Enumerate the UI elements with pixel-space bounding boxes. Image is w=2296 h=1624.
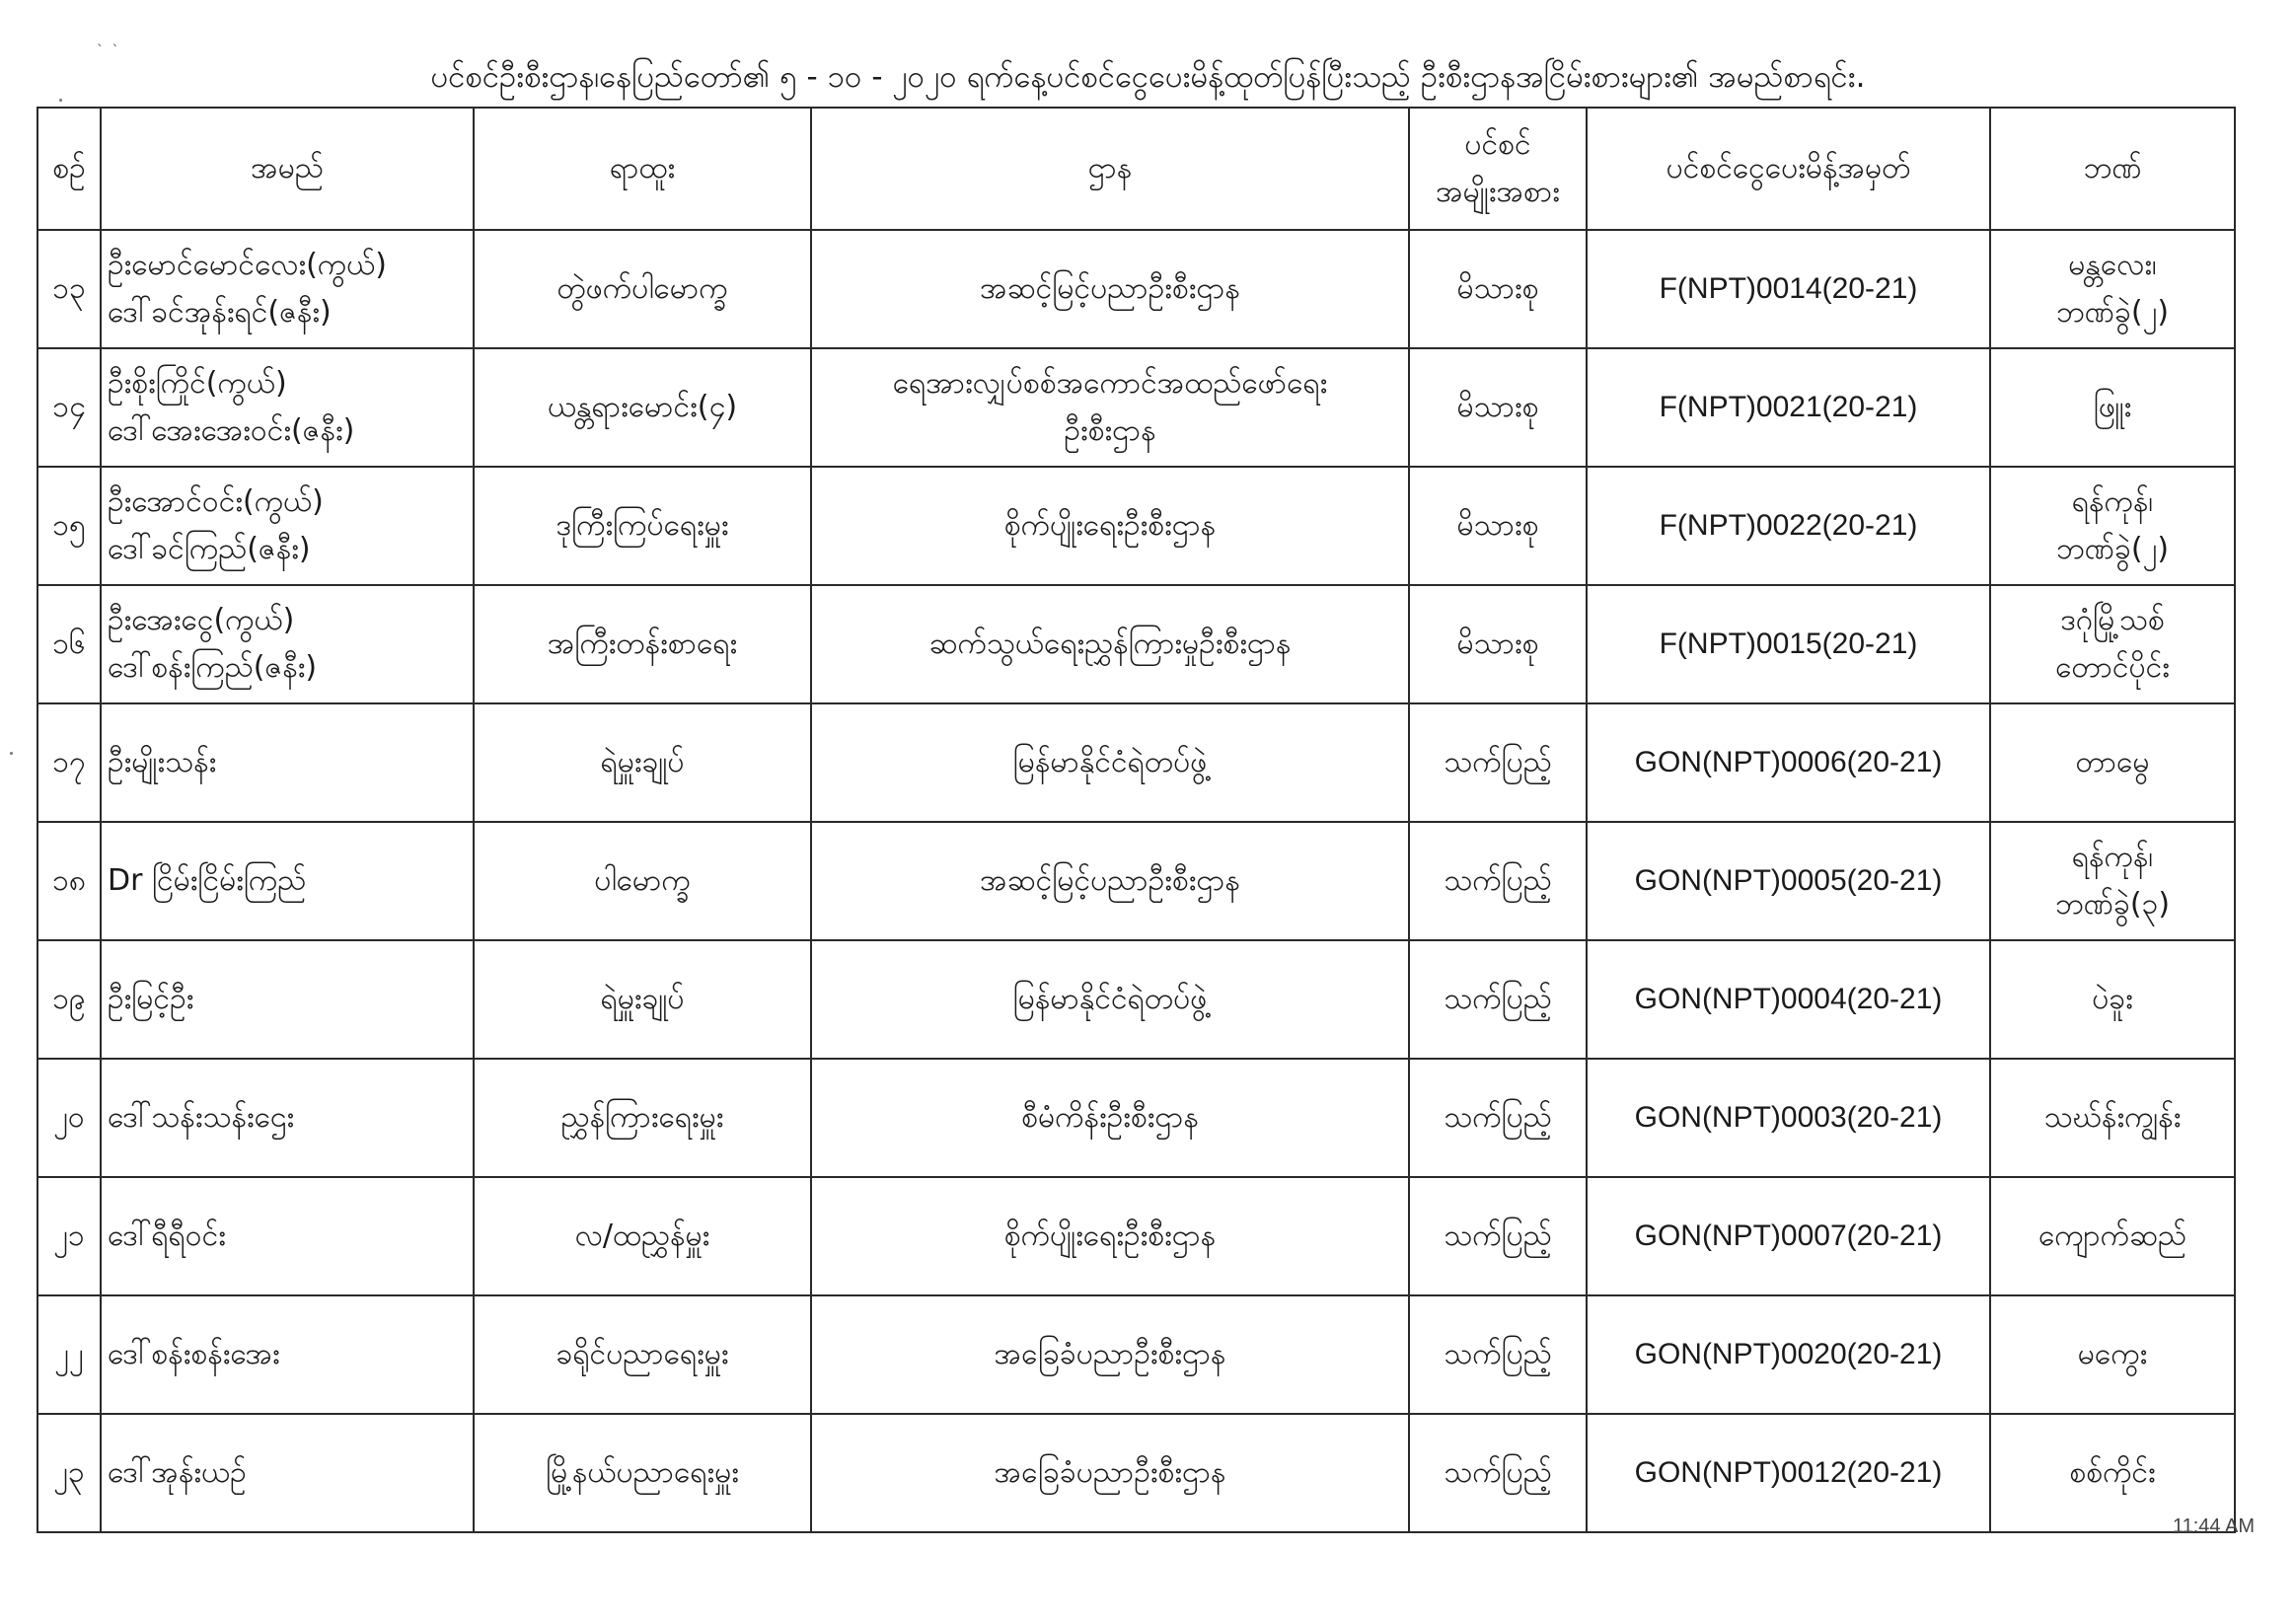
bank-cell-line: စစ်ကိုင်း (2069, 1455, 2156, 1490)
name-cell (101, 1059, 474, 1177)
bank-cell (1990, 348, 2235, 467)
name-cell-line: ဒေါ်ခင်ကြည်(ဇနီး) (108, 532, 311, 566)
department-cell (811, 1059, 1409, 1177)
header-name: အမည် (101, 108, 474, 230)
name-cell (101, 822, 474, 940)
pension-type-cell: သက်ပြည့် (1409, 822, 1587, 940)
table-row (37, 467, 2235, 585)
bank-cell-line: မကွေး (2077, 1337, 2148, 1371)
name-cell (101, 348, 474, 467)
rank-cell: အကြီးတန်းစာရေး (474, 585, 811, 703)
name-cell-line: ဒေါ်ခင်အုန်းရင်(ဇနီး) (108, 295, 332, 330)
pension-order-no-cell: GON(NPT)0012(20-21) (1587, 1414, 1990, 1532)
header-serial-no: စဉ် (37, 108, 101, 230)
department-cell-line: ရေအားလျှပ်စစ်အကောင်အထည်ဖော်ရေး (892, 366, 1328, 401)
pension-order-no-cell: GON(NPT)0007(20-21) (1587, 1177, 1990, 1295)
department-cell-line: အဆင့်မြင့်ပညာဦးစီးဌာန (980, 271, 1240, 306)
department-cell-line: စိုက်ပျိုးရေးဦးစီးဌာန (1003, 508, 1217, 543)
department-cell-line: ဦးစီးဌာန (1064, 413, 1156, 448)
name-cell (101, 703, 474, 822)
header-bank: ဘဏ် (1990, 108, 2235, 230)
department-cell (811, 467, 1409, 585)
bank-cell-line: ဒဂုံမြို့သစ် (2060, 603, 2165, 637)
serial-no-cell: ၂၀ (37, 1059, 101, 1177)
bank-cell (1990, 1414, 2235, 1532)
rank-cell: ညွှန်ကြားရေးမှူး (474, 1059, 811, 1177)
header-rank: ရာထူး (474, 108, 811, 230)
document-title: ပင်စင်ဦးစီးဌာန၊နေပြည်တော်၏ ၅ - ၁၀ - ၂၀၂၀ ရက်နေ့ပင်စင်ငွေပေးမိန့်ထုတ်ပြန်ပြီးသည့် ဦးစီးဌာနအငြိမ်းစားများ၏ အမည်စာရင်း. (430, 59, 1866, 95)
rank-cell: မြို့နယ်ပညာရေးမှူး (474, 1414, 811, 1532)
department-cell-line: စီမံကိန်းဦးစီးဌာန (1021, 1100, 1199, 1135)
bank-cell (1990, 1059, 2235, 1177)
rank-cell: ပါမောက္ခ (474, 822, 811, 940)
bank-cell-line: ဘဏ်ခွဲ(၃) (2054, 887, 2171, 922)
serial-no-cell: ၁၄ (37, 348, 101, 467)
rank-cell: ယန္တရားမောင်း(၄) (474, 348, 811, 467)
serial-no-cell: ၁၇ (37, 703, 101, 822)
table-header-row (37, 108, 2235, 230)
name-cell-line: ဦးမောင်မောင်လေး(ကွယ်) (108, 248, 387, 282)
rank-cell: တွဲဖက်ပါမောက္ခ (474, 230, 811, 348)
bank-cell-line: ဘဏ်ခွဲ(၂) (2055, 295, 2170, 330)
pension-type-cell: သက်ပြည့် (1409, 1414, 1587, 1532)
department-cell (811, 1177, 1409, 1295)
bank-cell (1990, 1295, 2235, 1414)
serial-no-cell: ၂၃ (37, 1414, 101, 1532)
name-cell-line: Dr ငြိမ်းငြိမ်းကြည် (108, 863, 307, 898)
pension-order-no-cell: GON(NPT)0003(20-21) (1587, 1059, 1990, 1177)
name-cell (101, 230, 474, 348)
header-department: ဌာန (811, 108, 1409, 230)
table-row (37, 940, 2235, 1059)
pension-order-no-cell: F(NPT)0014(20-21) (1587, 230, 1990, 348)
serial-no-cell: ၁၉ (37, 940, 101, 1059)
pension-order-no-cell: GON(NPT)0005(20-21) (1587, 822, 1990, 940)
pension-type-cell: မိသားစု (1409, 585, 1587, 703)
bank-cell-line: ဖြူး (2093, 390, 2132, 424)
pension-type-cell: သက်ပြည့် (1409, 1295, 1587, 1414)
bank-cell-line: ပဲခူး (2092, 982, 2133, 1016)
name-cell-line: ဦးမျိုးသန်း (108, 745, 217, 779)
rank-cell: ခရိုင်ပညာရေးမှူး (474, 1295, 811, 1414)
bank-cell (1990, 1177, 2235, 1295)
bank-cell-line: ရန်ကုန်၊ (2071, 484, 2154, 519)
bank-cell (1990, 467, 2235, 585)
serial-no-cell: ၁၈ (37, 822, 101, 940)
serial-no-cell: ၁၅ (37, 467, 101, 585)
name-cell-line: ဒေါ်စန်းကြည်(ဇနီး) (108, 650, 318, 685)
name-cell-line: ဒေါ်သန်းသန်းဌေး (108, 1100, 295, 1135)
name-cell (101, 585, 474, 703)
name-cell (101, 940, 474, 1059)
header-pension-type-line: ပင်စင် (1464, 127, 1531, 162)
pension-type-cell: သက်ပြည့် (1409, 703, 1587, 822)
serial-no-cell: ၂၁ (37, 1177, 101, 1295)
bank-cell (1990, 940, 2235, 1059)
department-cell (811, 822, 1409, 940)
department-cell-line: စိုက်ပျိုးရေးဦးစီးဌာန (1003, 1218, 1217, 1253)
pension-order-no-cell: F(NPT)0015(20-21) (1587, 585, 1990, 703)
department-cell (811, 1414, 1409, 1532)
pension-type-cell: သက်ပြည့် (1409, 940, 1587, 1059)
pension-roster-table (37, 107, 2236, 1533)
bank-cell-line: တာမွေ (2075, 745, 2150, 779)
pension-order-no-cell: F(NPT)0022(20-21) (1587, 467, 1990, 585)
name-cell-line: ဒေါ်အုန်းယဉ် (108, 1455, 247, 1490)
pension-type-cell: မိသားစု (1409, 467, 1587, 585)
name-cell (101, 1177, 474, 1295)
table-row (37, 585, 2235, 703)
scan-artifact-mark: ` ` (97, 43, 121, 59)
name-cell (101, 1414, 474, 1532)
table-body (37, 230, 2235, 1532)
header-pension-order-no: ပင်စင်ငွေပေးမိန့်အမှတ် (1587, 108, 1990, 230)
pension-order-no-cell: GON(NPT)0006(20-21) (1587, 703, 1990, 822)
bank-cell (1990, 585, 2235, 703)
pension-type-cell: မိသားစု (1409, 348, 1587, 467)
table-row (37, 230, 2235, 348)
rank-cell: ရဲမှူးချုပ် (474, 940, 811, 1059)
bank-cell (1990, 230, 2235, 348)
department-cell-line: အဆင့်မြင့်ပညာဦးစီးဌာန (980, 863, 1240, 898)
pension-order-no-cell: GON(NPT)0004(20-21) (1587, 940, 1990, 1059)
rank-cell: လ/ထညွှန်မှူး (474, 1177, 811, 1295)
serial-no-cell: ၂၂ (37, 1295, 101, 1414)
pension-order-no-cell: GON(NPT)0020(20-21) (1587, 1295, 1990, 1414)
pension-type-cell: သက်ပြည့် (1409, 1177, 1587, 1295)
name-cell-line: ဒေါ်စန်းစန်းအေး (108, 1337, 280, 1371)
department-cell-line: မြန်မာနိုင်ငံရဲတပ်ဖွဲ့ (1012, 982, 1208, 1016)
rank-cell: ဒုကြီးကြပ်ရေးမှူး (474, 467, 811, 585)
bank-cell (1990, 822, 2235, 940)
table-row (37, 1177, 2235, 1295)
bank-cell-line: မန္တလေး၊ (2068, 248, 2157, 282)
department-cell (811, 230, 1409, 348)
department-cell-line: အခြေခံပညာဦးစီးဌာန (994, 1455, 1226, 1490)
name-cell-line: ဒေါ်ရီရီဝင်း (108, 1218, 226, 1253)
header-pension-type (1409, 108, 1587, 230)
bank-cell-line: ဘဏ်ခွဲ(၂) (2055, 532, 2170, 566)
department-cell (811, 1295, 1409, 1414)
table-row (37, 822, 2235, 940)
rank-cell: ရဲမှူးချုပ် (474, 703, 811, 822)
bank-cell-line: ရန်ကုန်၊ (2071, 840, 2154, 874)
name-cell-line: ဦးအောင်ဝင်း(ကွယ်) (108, 484, 324, 519)
table-row (37, 1295, 2235, 1414)
pension-type-cell: မိသားစု (1409, 230, 1587, 348)
table-row (37, 703, 2235, 822)
pension-type-cell: သက်ပြည့် (1409, 1059, 1587, 1177)
serial-no-cell: ၁၃ (37, 230, 101, 348)
bank-cell (1990, 703, 2235, 822)
name-cell (101, 1295, 474, 1414)
department-cell-line: မြန်မာနိုင်ငံရဲတပ်ဖွဲ့ (1012, 745, 1208, 779)
name-cell-line: ဦးအေးငွေ(ကွယ်) (108, 603, 295, 637)
table-row (37, 1059, 2235, 1177)
name-cell-line: ဒေါ်အေးအေးဝင်း(ဇနီး) (108, 413, 355, 448)
department-cell (811, 585, 1409, 703)
serial-no-cell: ၁၆ (37, 585, 101, 703)
department-cell (811, 703, 1409, 822)
table-row (37, 1414, 2235, 1532)
header-pension-type-line: အမျိုးအစား (1436, 175, 1560, 209)
name-cell (101, 467, 474, 585)
print-timestamp: 11:44 AM (2172, 1515, 2255, 1537)
name-cell-line: ဦးစိုးကြိုင်(ကွယ်) (108, 366, 287, 401)
department-cell-line: ဆက်သွယ်ရေးညွှန်ကြားမှုဦးစီးဌာန (928, 627, 1292, 661)
department-cell (811, 348, 1409, 467)
bank-cell-line: ကျောက်ဆည် (2037, 1218, 2187, 1253)
department-cell-line: အခြေခံပညာဦးစီးဌာန (994, 1337, 1226, 1371)
pension-order-no-cell: F(NPT)0021(20-21) (1587, 348, 1990, 467)
bank-cell-line: သဃ်န်းကျွန်း (2043, 1100, 2182, 1135)
department-cell (811, 940, 1409, 1059)
name-cell-line: ဦးမြင့်ဦး (108, 982, 194, 1016)
bank-cell-line: တောင်ပိုင်း (2055, 650, 2170, 685)
scan-dot (10, 752, 13, 755)
table-row (37, 348, 2235, 467)
